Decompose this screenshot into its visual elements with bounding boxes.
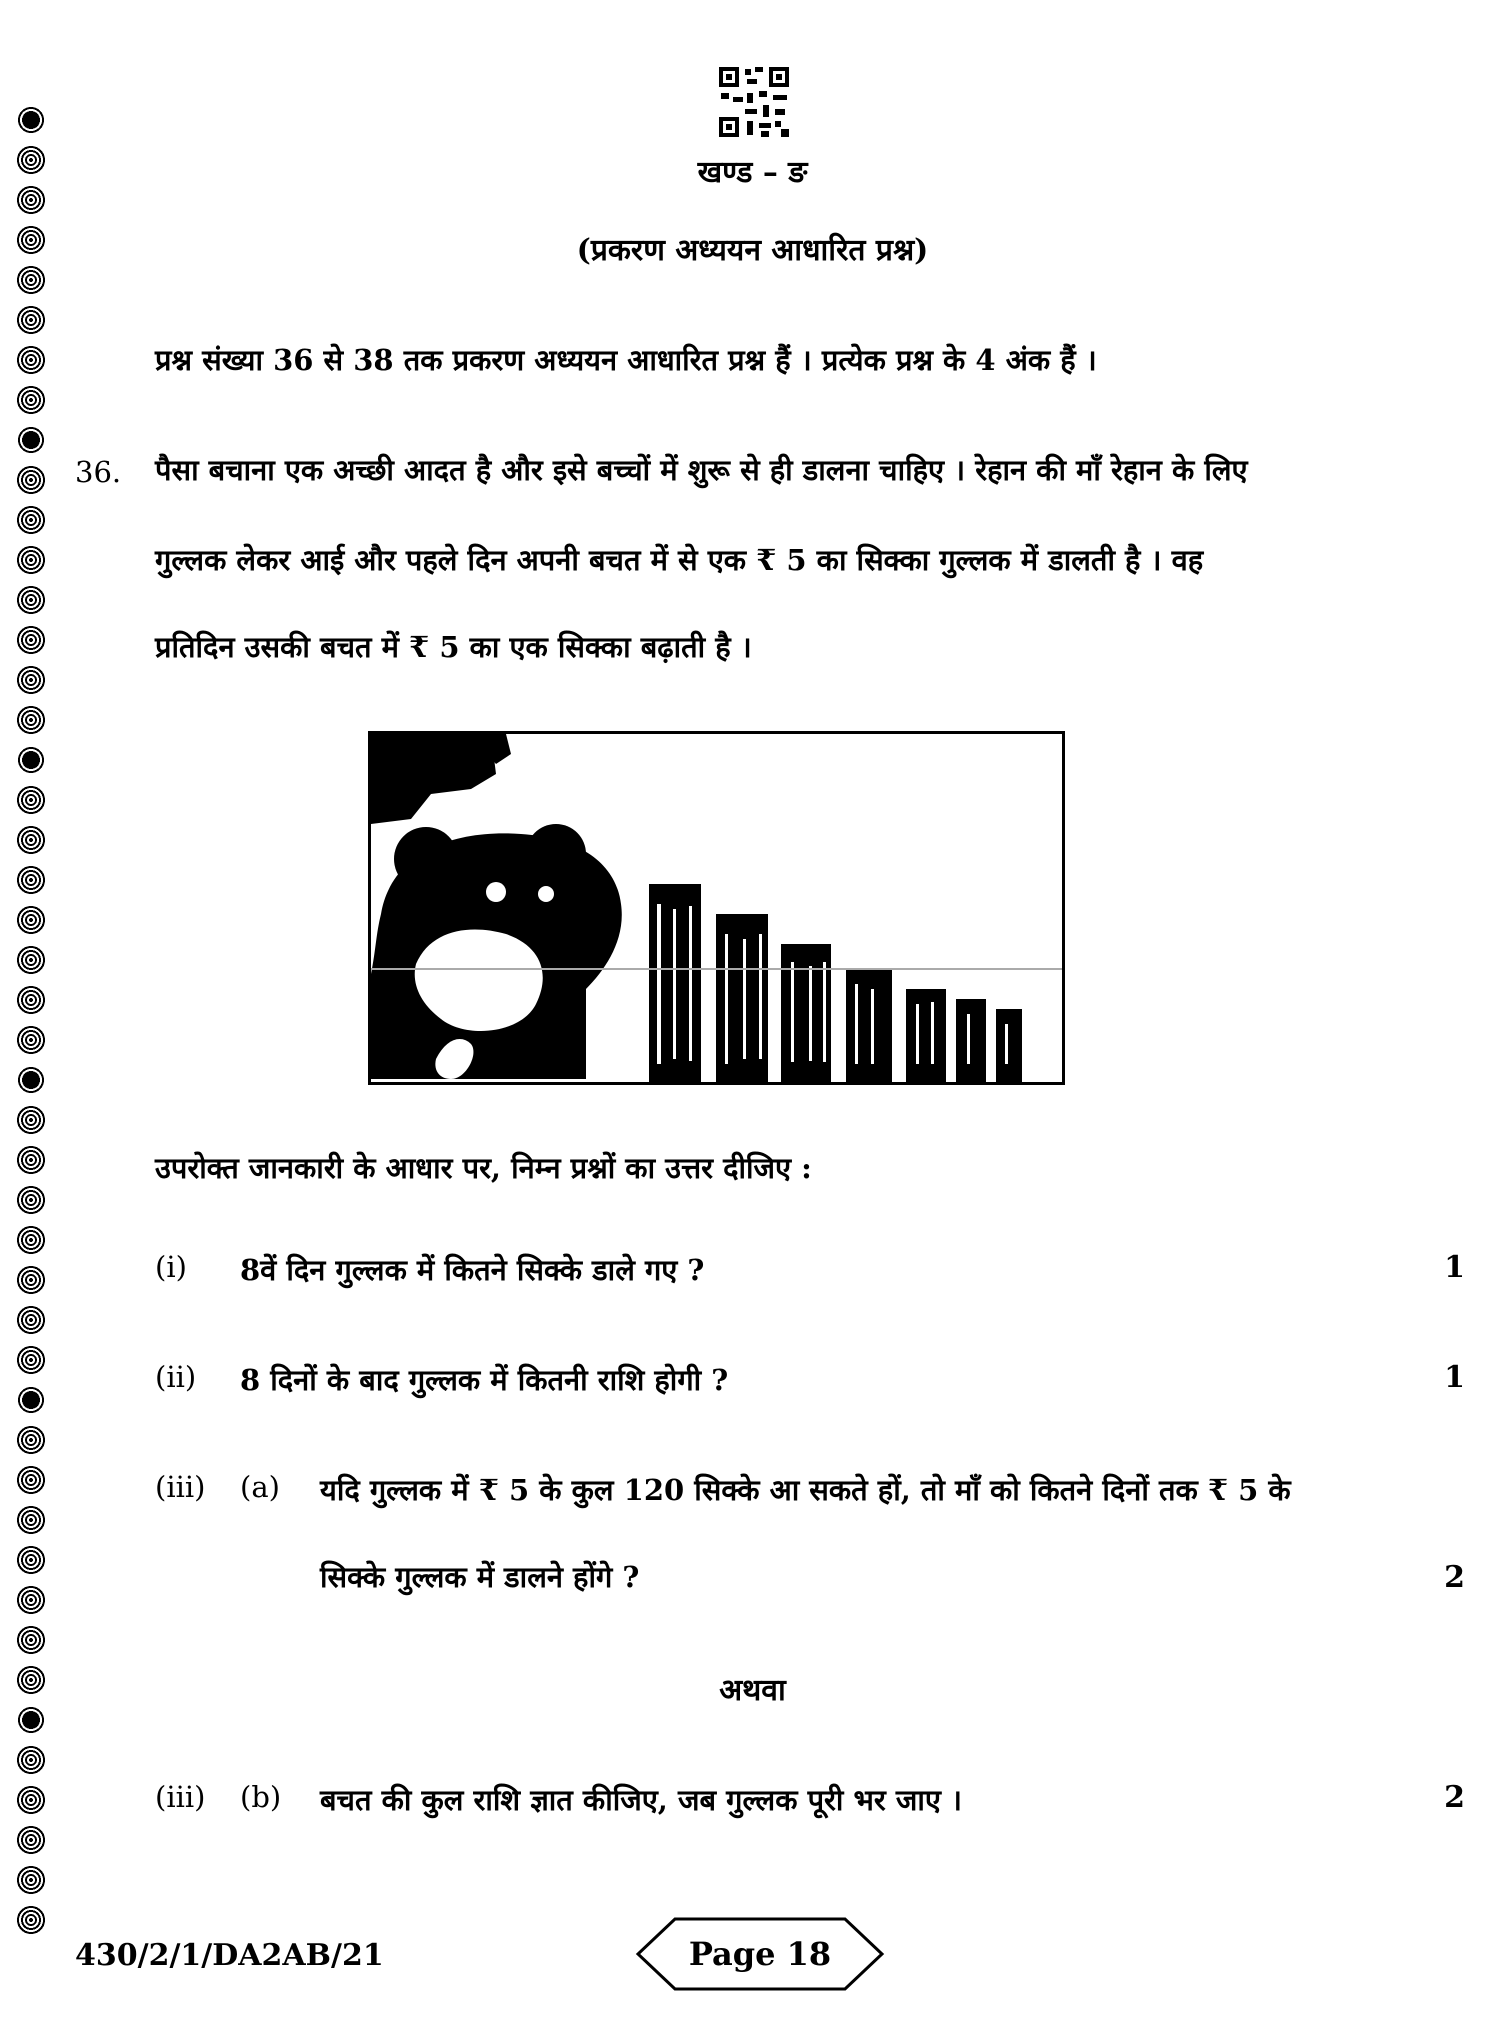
page-number-badge (635, 1916, 885, 1992)
subquestion-i-marks: 1 (1444, 1250, 1465, 1285)
margin-ring (16, 865, 46, 895)
margin-ring (16, 1305, 46, 1335)
margin-ring (16, 825, 46, 855)
question-number: 36. (75, 455, 122, 489)
question-text-line-1: पैसा बचाना एक अच्छी आदत है और इसे बच्चों में शुरू से ही डालना चाहिए । रेहान की माँ रेहान के लिए (155, 453, 1248, 487)
subquestion-i-text: 8वें दिन गुल्लक में कितने सिक्के डाले गए ? (240, 1253, 705, 1287)
subquestion-iii-b-marks: 2 (1444, 1780, 1465, 1815)
margin-ring (16, 665, 46, 695)
margin-ring (16, 1905, 46, 1935)
paper-code: 430/2/1/DA2AB/21 (75, 1938, 384, 1973)
question-text-line-3: प्रतिदिन उसकी बचत में ₹ 5 का एक सिक्का बढ़ाती है । (155, 630, 752, 664)
margin-ring (16, 1065, 46, 1095)
subquestion-ii-text: 8 दिनों के बाद गुल्लक में कितनी राशि होगी ? (240, 1363, 729, 1397)
margin-ring (16, 905, 46, 935)
margin-ring (16, 585, 46, 615)
subquestion-iii-b-label: (iii) (155, 1780, 206, 1814)
margin-ring (16, 1705, 46, 1735)
margin-ring (16, 265, 46, 295)
section-instruction: प्रश्न संख्या 36 से 38 तक प्रकरण अध्ययन आधारित प्रश्न हैं । प्रत्येक प्रश्न के 4 अंक हैं । (155, 343, 1097, 377)
subquestion-ii-label: (ii) (155, 1360, 197, 1394)
margin-ring (16, 105, 46, 135)
margin-ring (16, 1545, 46, 1575)
subquestion-iii-b-text: बचत की कुल राशि ज्ञात कीजिए, जब गुल्लक पूरी भर जाए । (320, 1783, 963, 1817)
subquestion-iii-a-line-1: यदि गुल्लक में ₹ 5 के कुल 120 सिक्के आ सकते हों, तो माँ को कितने दिनों तक ₹ 5 के (320, 1473, 1291, 1507)
margin-ring (16, 1825, 46, 1855)
margin-ring (16, 465, 46, 495)
margin-ring-border (10, 105, 52, 1935)
margin-ring (16, 505, 46, 535)
lead-in-text: उपरोक्त जानकारी के आधार पर, निम्न प्रश्नों का उत्तर दीजिए : (155, 1151, 812, 1185)
section-subtitle: (प्रकरण अध्ययन आधारित प्रश्न) (576, 233, 929, 268)
question-text-line-2: गुल्लक लेकर आई और पहले दिन अपनी बचत में से एक ₹ 5 का सिक्का गुल्लक में डालती है । वह (155, 543, 1204, 577)
margin-ring (16, 1425, 46, 1455)
margin-ring (16, 545, 46, 575)
margin-ring (16, 385, 46, 415)
margin-ring (16, 425, 46, 455)
subquestion-iii-a-marks: 2 (1444, 1560, 1465, 1595)
margin-ring (16, 1265, 46, 1295)
subquestion-iii-b-part: (b) (240, 1780, 282, 1814)
margin-ring (16, 1225, 46, 1255)
subquestion-iii-a-part: (a) (240, 1470, 280, 1504)
margin-ring (16, 1865, 46, 1895)
margin-ring (16, 1385, 46, 1415)
margin-ring (16, 625, 46, 655)
margin-ring (16, 985, 46, 1015)
margin-ring (16, 1185, 46, 1215)
section-title: खण्ड – ङ (697, 155, 808, 190)
margin-ring (16, 1465, 46, 1495)
subquestion-ii-marks: 1 (1444, 1360, 1465, 1395)
margin-ring (16, 1785, 46, 1815)
margin-ring (16, 1745, 46, 1775)
subquestion-iii-a-label: (iii) (155, 1470, 206, 1504)
margin-ring (16, 1625, 46, 1655)
margin-ring (16, 945, 46, 975)
or-separator: अथवा (719, 1673, 786, 1708)
margin-ring (16, 1345, 46, 1375)
margin-ring (16, 305, 46, 335)
margin-ring (16, 1145, 46, 1175)
margin-ring (16, 785, 46, 815)
qr-code (717, 65, 791, 139)
margin-ring (16, 1025, 46, 1055)
subquestion-i-label: (i) (155, 1250, 187, 1284)
margin-ring (16, 1505, 46, 1535)
margin-ring (16, 1585, 46, 1615)
margin-ring (16, 705, 46, 735)
margin-ring (16, 1105, 46, 1135)
margin-ring (16, 745, 46, 775)
subquestion-iii-a-line-2: सिक्के गुल्लक में डालने होंगे ? (320, 1560, 640, 1594)
margin-ring (16, 345, 46, 375)
page-number: Page 18 (688, 1935, 832, 1973)
piggy-bank-coins-photo (368, 731, 1065, 1085)
